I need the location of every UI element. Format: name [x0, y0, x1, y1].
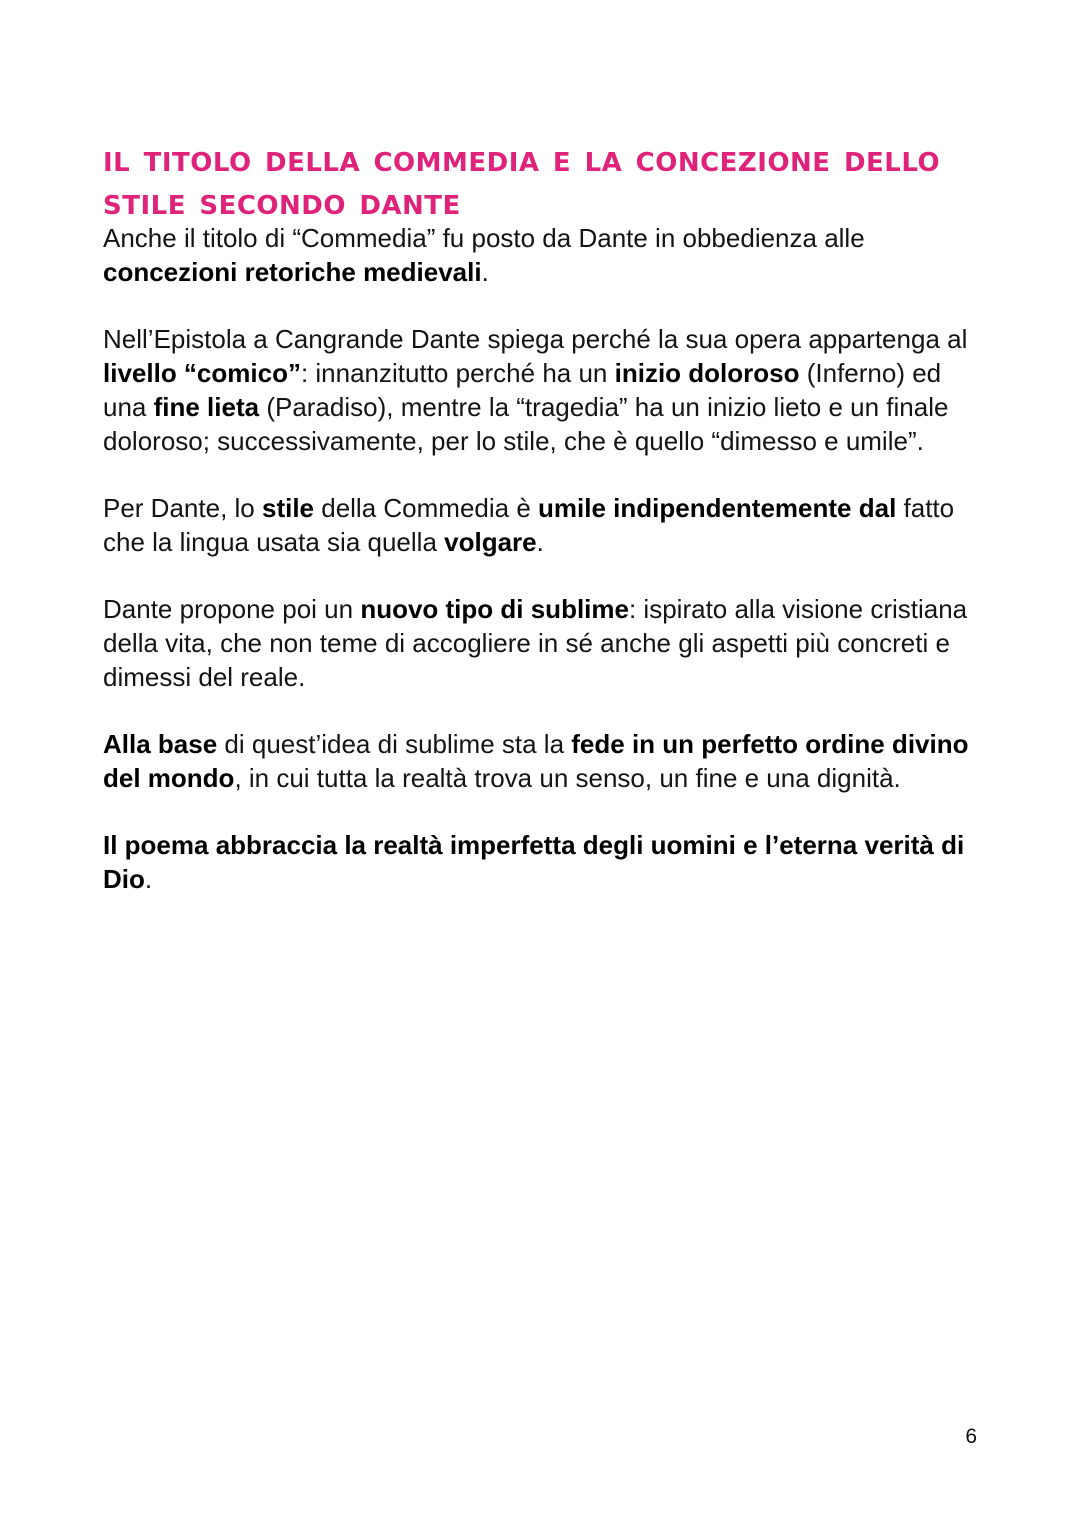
- paragraph-4-bold-1: nuovo tipo di sublime: [360, 594, 629, 624]
- paragraph-1-bold-1: concezioni retoriche medievali: [103, 257, 482, 287]
- paragraph-3: [103, 491, 983, 559]
- paragraph-4-run-1: Dante propone poi un: [103, 594, 361, 624]
- paragraph-5-run-1: di quest’idea di sublime sta la: [217, 729, 572, 759]
- paragraph-2-run-4: (Paradiso), mentre la “tragedia” ha un inizio lieto e un finale doloroso; successivamente, per lo stile, che è quello “dimesso e umile”.: [103, 392, 949, 456]
- paragraph-1-run-2: .: [481, 257, 489, 287]
- document-body: [103, 221, 983, 929]
- paragraph-2-bold-1: livello “comico”: [103, 358, 301, 388]
- paragraph-4: [103, 592, 983, 694]
- paragraph-2: [103, 322, 983, 458]
- paragraph-5-run-2: , in cui tutta la realtà trova un senso, un fine e una dignità.: [234, 763, 901, 793]
- paragraph-3-bold-2: umile indipendentemente dal: [538, 493, 897, 523]
- paragraph-2-run-2: : innanzitutto perché ha un: [300, 358, 615, 388]
- paragraph-6: [103, 828, 983, 896]
- paragraph-2-bold-3: fine lieta: [153, 392, 260, 422]
- page-title: il titolo della commedia e la concezione dello stile secondo dante: [103, 137, 941, 223]
- paragraph-5-bold-2: fede in un perfetto ordine divino del mondo: [103, 729, 969, 793]
- paragraph-2-run-1: Nell’Epistola a Cangrande Dante spiega perché la sua opera appartenga al: [103, 324, 968, 354]
- paragraph-2-run-3: (Inferno) ed una: [103, 358, 942, 422]
- paragraph-3-run-4: .: [536, 527, 544, 557]
- paragraph-3-bold-3: volgare: [444, 527, 537, 557]
- page-number: 6: [965, 1425, 977, 1448]
- paragraph-1: [103, 221, 983, 289]
- paragraph-3-run-3: fatto che la lingua usata sia quella: [103, 493, 955, 557]
- paragraph-5: [103, 727, 983, 795]
- paragraph-6-run-1: .: [144, 864, 153, 894]
- paragraph-1-run-1: Anche il titolo di “Commedia” fu posto da Dante in obbedienza alle: [103, 223, 865, 253]
- paragraph-6-bold-1: Il poema abbraccia la realtà imperfetta degli uomini e l’eterna verità di Dio: [103, 830, 965, 894]
- paragraph-3-bold-1: stile: [261, 493, 315, 523]
- paragraph-4-run-2: : ispirato alla visione cristiana della vita, che non teme di accogliere in sé anche gli aspetti più concreti e dimessi del reale.: [103, 594, 968, 692]
- paragraph-2-bold-2: inizio doloroso: [614, 358, 800, 388]
- paragraph-5-bold-1: Alla base: [103, 729, 218, 759]
- paragraph-3-run-1: Per Dante, lo: [103, 493, 262, 523]
- paragraph-3-run-2: della Commedia è: [314, 493, 539, 523]
